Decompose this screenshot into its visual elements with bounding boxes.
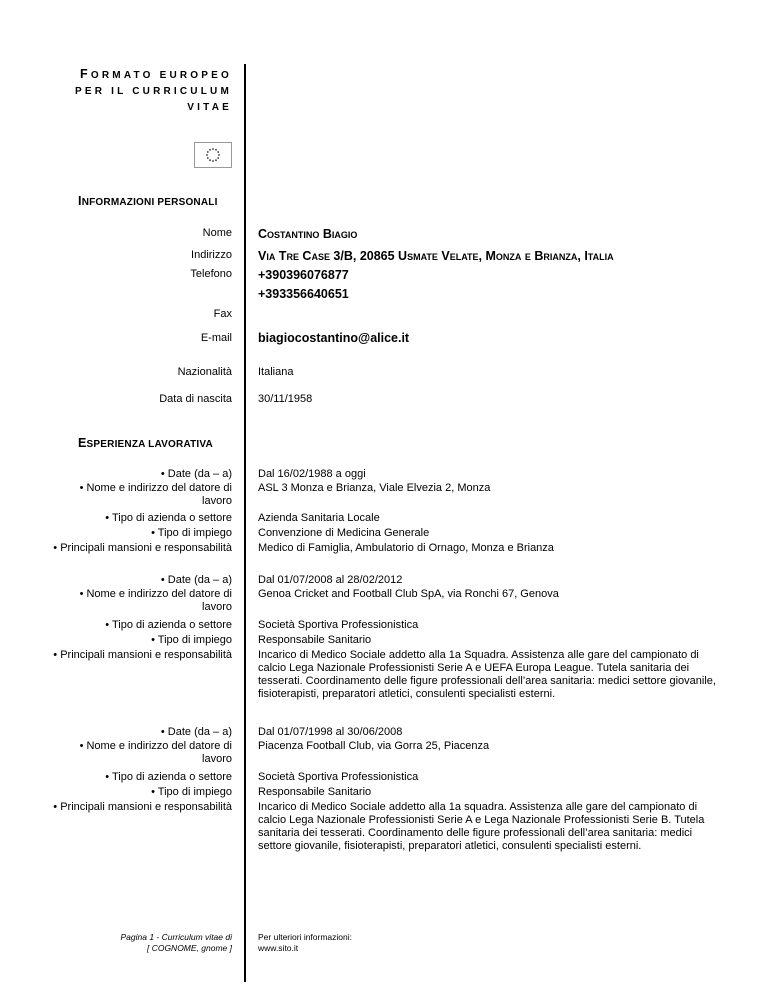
job1-impiego: Convenzione di Medicina Generale bbox=[258, 527, 430, 539]
cv-header bbox=[75, 66, 232, 116]
section-title-experience: ESPERIENZA LAVORATIVA bbox=[78, 436, 213, 450]
job2-datore: Genoa Cricket and Football Club SpA, via Ronchi 67, Genova bbox=[258, 588, 559, 600]
footer-name-placeholder: [ COGNOME, gnome ] bbox=[146, 943, 232, 953]
job1-label-datore: • Nome e indirizzo del datore di lavoro bbox=[79, 482, 232, 507]
header-line1: ORMATO EUROPEO bbox=[90, 70, 232, 81]
job1-mansioni: Medico di Famiglia, Ambulatorio di Ornago, Monza e Brianza bbox=[258, 542, 554, 554]
label-email: E-mail bbox=[200, 332, 232, 344]
job2-tipo-azienda: Società Sportiva Professionistica bbox=[258, 619, 419, 631]
job3-label-impiego: • Tipo di impiego bbox=[151, 786, 232, 798]
job1-label-impiego: • Tipo di impiego bbox=[151, 527, 232, 539]
footer-info-label: Per ulteriori informazioni: bbox=[258, 932, 353, 942]
job3-date: Dal 01/07/1998 al 30/06/2008 bbox=[258, 726, 403, 738]
label-nazionalita: Nazionalità bbox=[177, 366, 232, 378]
header-initial: F bbox=[80, 67, 91, 81]
label-fax: Fax bbox=[213, 308, 232, 320]
value-email: biagiocostantino@alice.it bbox=[258, 331, 410, 345]
job2-label-date: • Date (da – a) bbox=[160, 574, 232, 586]
vertical-divider bbox=[244, 64, 246, 982]
value-nazionalita: Italiana bbox=[258, 366, 294, 378]
job2-impiego: Responsabile Sanitario bbox=[258, 634, 372, 646]
label-data-nascita: Data di nascita bbox=[159, 393, 232, 405]
label-indirizzo: Indirizzo bbox=[191, 249, 232, 261]
label-telefono: Telefono bbox=[190, 268, 232, 280]
header-line2: PER IL CURRICULUM bbox=[75, 86, 232, 97]
job1-datore: ASL 3 Monza e Brianza, Viale Elvezia 2, Monza bbox=[258, 482, 491, 494]
job1-date: Dal 16/02/1988 a oggi bbox=[258, 468, 366, 480]
footer-website-link[interactable]: www.sito.it bbox=[258, 943, 299, 953]
job3-datore: Piacenza Football Club, via Gorra 25, Piacenza bbox=[258, 740, 490, 752]
value-telefono-2: +393356640651 bbox=[258, 287, 349, 301]
footer-left bbox=[121, 932, 233, 954]
job1-tipo-azienda: Azienda Sanitaria Locale bbox=[258, 512, 380, 524]
job2-date: Dal 01/07/2008 al 28/02/2012 bbox=[258, 574, 403, 586]
job3-label-datore: • Nome e indirizzo del datore di lavoro bbox=[79, 740, 232, 765]
job1-label-date: • Date (da – a) bbox=[160, 468, 232, 480]
value-nome: Costantino Biagio bbox=[258, 227, 358, 241]
job3-impiego: Responsabile Sanitario bbox=[258, 786, 372, 798]
value-indirizzo: Via Tre Case 3/B, 20865 Usmate Velate, Monza e Brianza, Italia bbox=[258, 249, 614, 263]
footer-page-label: Pagina 1 - Curriculum vitae di bbox=[120, 932, 232, 942]
value-data-nascita: 30/11/1958 bbox=[258, 393, 313, 405]
eu-flag-icon bbox=[194, 142, 232, 168]
job2-label-datore: • Nome e indirizzo del datore di lavoro bbox=[79, 588, 232, 613]
job2-label-tipo-azienda: • Tipo di azienda o settore bbox=[105, 619, 232, 631]
job3-tipo-azienda: Società Sportiva Professionistica bbox=[258, 771, 419, 783]
job3-label-mansioni: • Principali mansioni e responsabilità bbox=[53, 801, 232, 813]
job2-label-mansioni: • Principali mansioni e responsabilità bbox=[53, 649, 232, 661]
value-telefono-1: +390396076877 bbox=[258, 268, 349, 282]
job2-mansioni: Incarico di Medico Sociale addetto alla 1a Squadra. Assistenza alle gare del campionato di calcio Lega Nazionale Professionisti Serie A e UEFA Europa League. Tutela sanitaria dei tesserati. Coordinamento delle figure professionali dell’area sanitaria: medici settore giovanile, fisioterapisti, preparatori atletici, consulenti specialisti esterni. bbox=[258, 649, 716, 700]
footer-right bbox=[258, 932, 352, 954]
section-title-personal: INFORMAZIONI PERSONALI bbox=[78, 194, 218, 208]
job3-mansioni: Incarico di Medico Sociale addetto alla 1a squadra. Assistenza alle gare del campionato di calcio Lega Nazionale Professionisti Serie A e Lega Nazionale Professionisti Serie B. Tutela sanitaria dei tesserati. Coordinamento delle figure professionali dell’area sanitaria: medici settore giovanile, fisioterapisti, preparatori atletici, consulenti specialisti esterni. bbox=[258, 801, 705, 852]
job3-label-tipo-azienda: • Tipo di azienda o settore bbox=[105, 771, 232, 783]
header-line3: VITAE bbox=[187, 102, 232, 113]
job1-label-tipo-azienda: • Tipo di azienda o settore bbox=[105, 512, 232, 524]
job1-label-mansioni: • Principali mansioni e responsabilità bbox=[53, 542, 232, 554]
label-nome: Nome bbox=[202, 227, 232, 239]
job2-label-impiego: • Tipo di impiego bbox=[151, 634, 232, 646]
job3-label-date: • Date (da – a) bbox=[160, 726, 232, 738]
